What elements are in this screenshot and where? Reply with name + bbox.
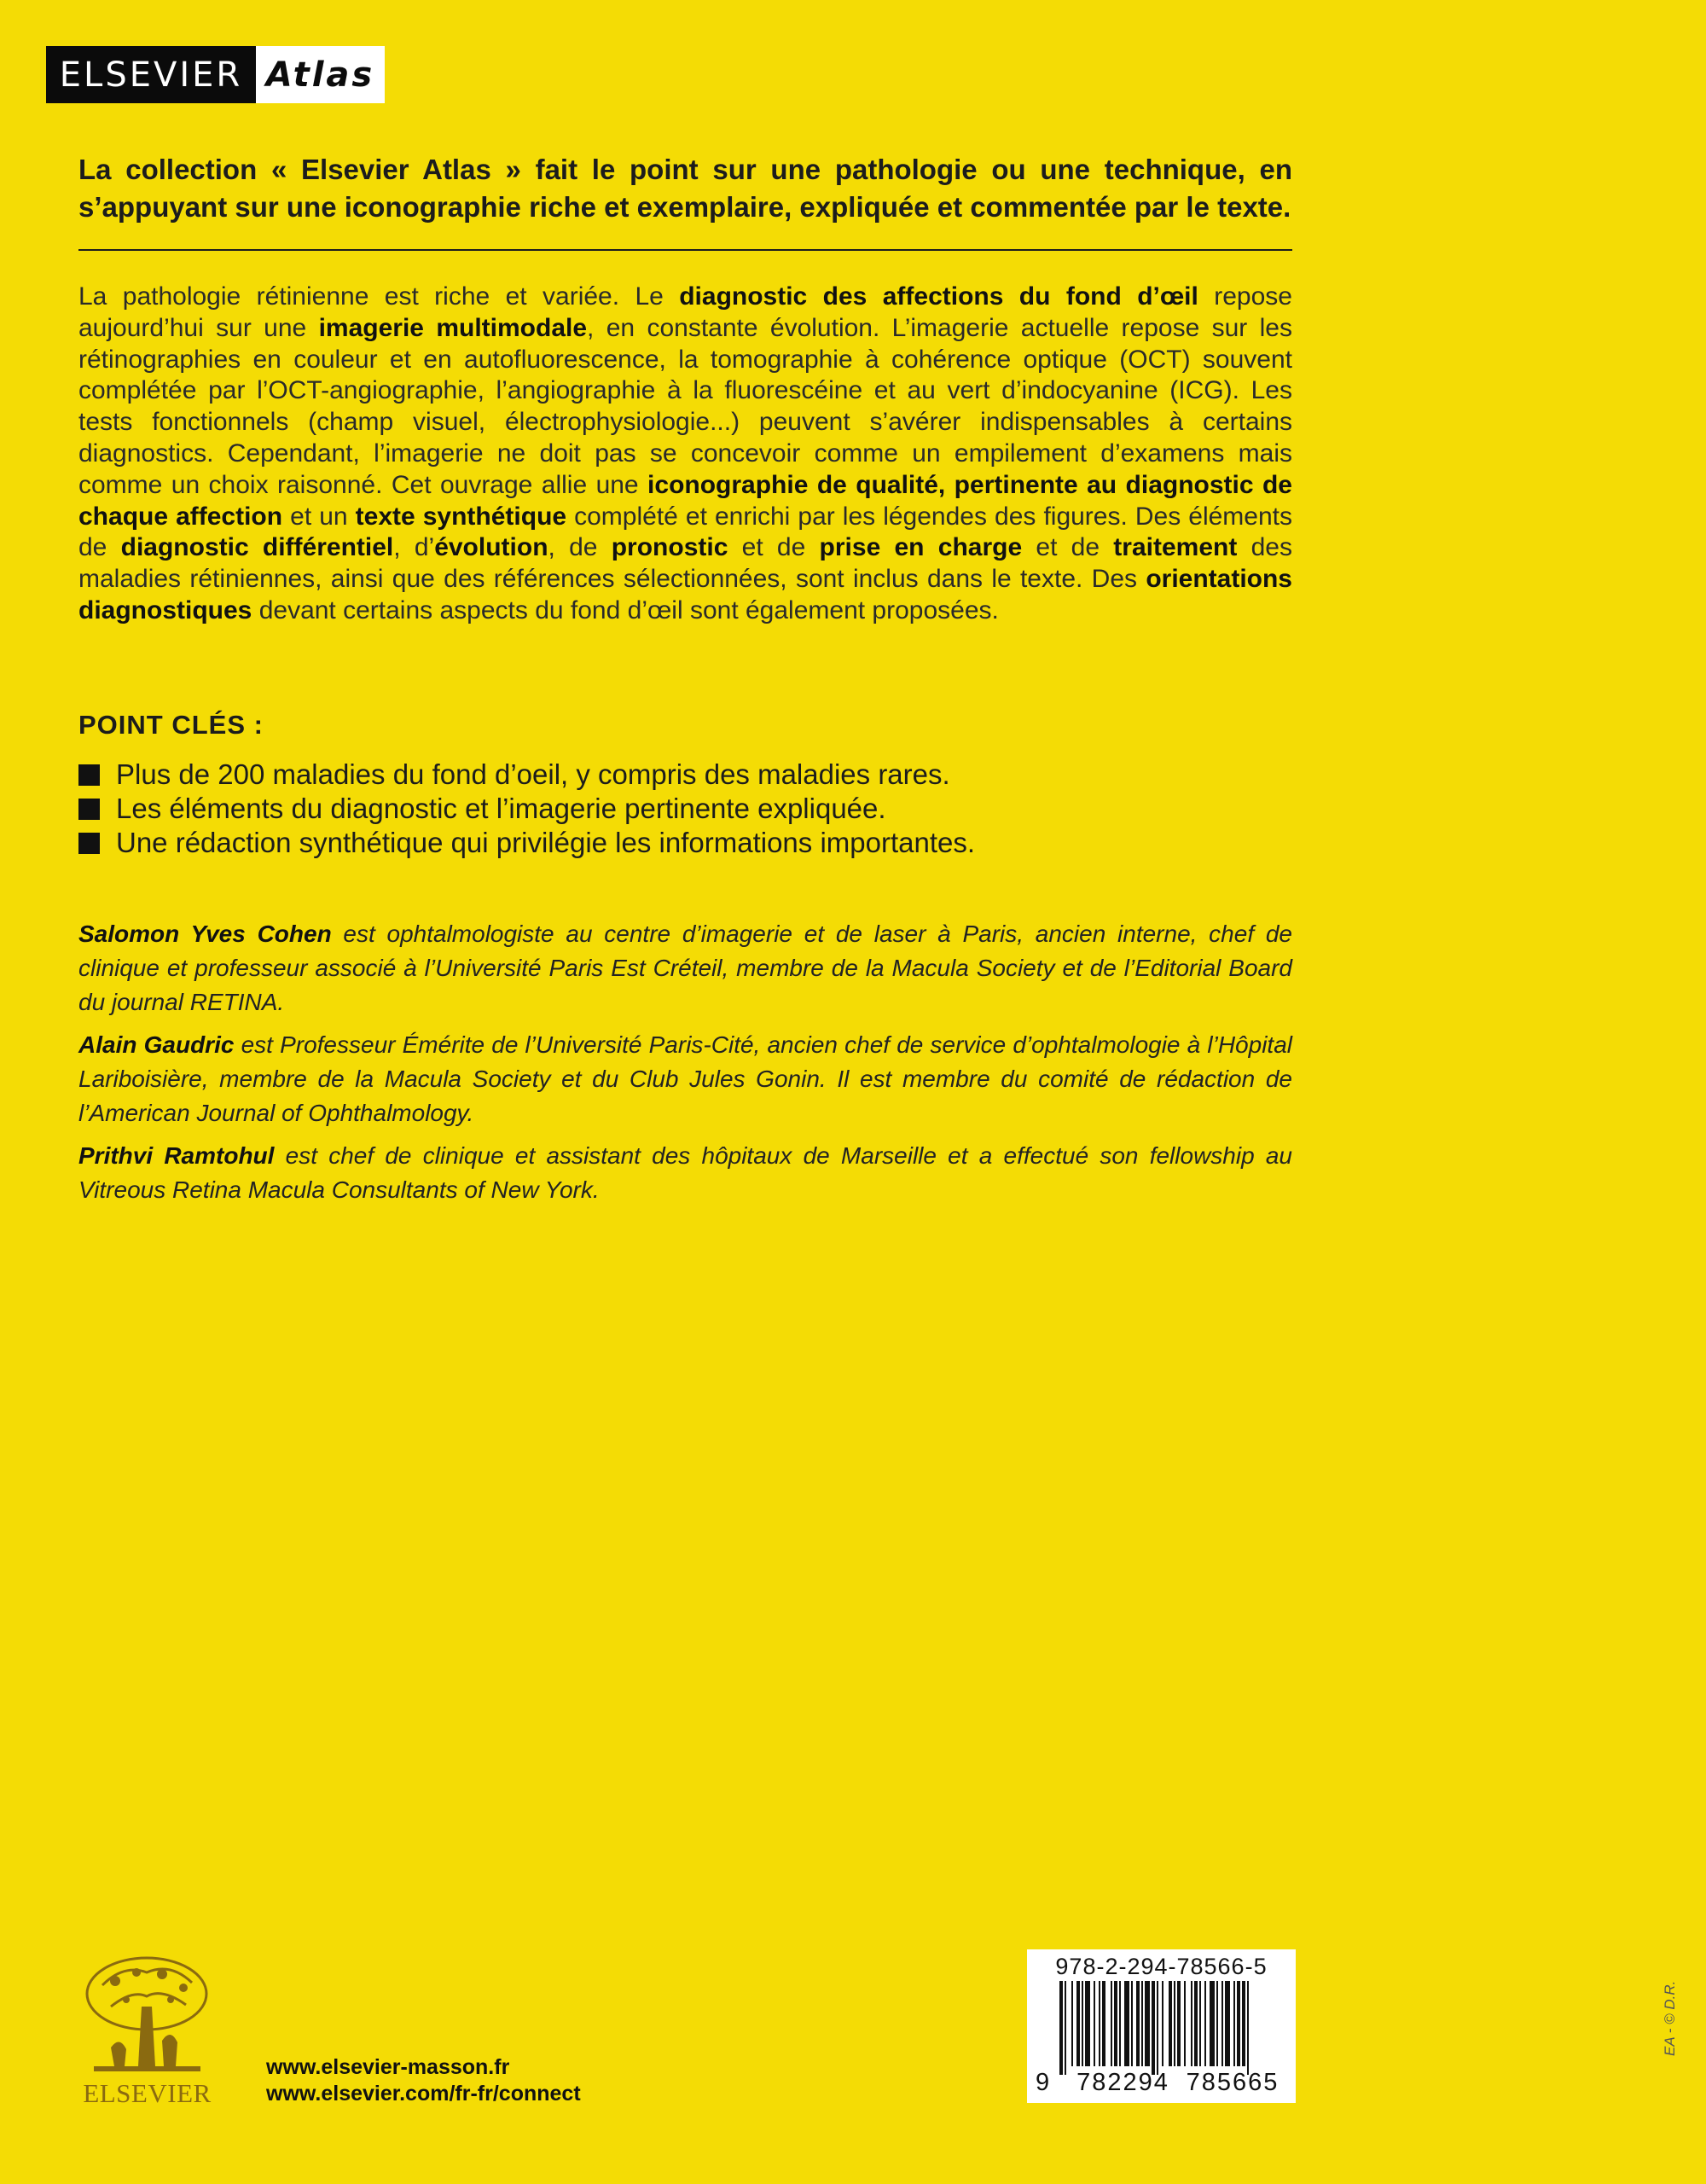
barcode-bar	[1099, 1981, 1100, 2066]
barcode-bar	[1194, 1981, 1198, 2066]
barcode-bar	[1071, 1981, 1073, 2066]
description-text: , en constante évolution. L’imagerie actuelle repose sur les rétinographies en couleur et en autofluorescence, la tomographie à cohérence optique (OCT) souvent complétée par l’OCT-angiographie, l’angiographie à la fluorescéine et au vert d’indocyanine (ICG). Les tests fonctionnels (champ visuel, électrophysiologie...) peuvent s’avérer indispensables à certains diagnostics. Cependant, l’imagerie ne doit pas se concevoir comme un empilement d’examens mais comme un choix raisonné. Cet ouvrage allie une	[78, 313, 1292, 499]
description-text: et de	[1022, 533, 1114, 562]
author-bio	[78, 917, 1292, 1019]
barcode-bar	[1111, 1981, 1112, 2066]
description-emphasis: évolution	[434, 533, 548, 562]
author-bio-text: est chef de clinique et assistant des hôpitaux de Marseille et a effectué son fellowship au Vitreous Retina Macula Consultants of New York.	[78, 1142, 1293, 1203]
barcode-bar	[1124, 1981, 1129, 2066]
barcode-bar	[1157, 1981, 1158, 2075]
description-emphasis: prise en charge	[819, 533, 1023, 562]
square-bullet-icon	[78, 799, 100, 820]
key-points-title: POINT CLÉS :	[78, 710, 264, 740]
description-emphasis: imagerie multimodale	[318, 313, 588, 342]
barcode-bar	[1191, 1981, 1192, 2066]
barcode-bar	[1059, 1981, 1063, 2075]
key-point-text: Une rédaction synthétique qui privilégie les informations importantes.	[116, 827, 976, 858]
description-text: repose aujourd’hui sur une	[78, 282, 1292, 342]
barcode-digits-left: 782294	[1076, 2069, 1169, 2096]
description-text: et un	[282, 502, 356, 531]
isbn-barcode	[1027, 1949, 1296, 2103]
isbn-number: 978-2-294-78566-5	[1055, 1954, 1268, 1979]
barcode-bar	[1225, 1981, 1230, 2066]
barcode-bar	[1119, 1981, 1121, 2066]
barcode-bar	[1199, 1981, 1201, 2066]
square-bullet-icon	[78, 833, 100, 854]
description-emphasis: traitement	[1113, 533, 1238, 562]
author-bio	[78, 1028, 1292, 1130]
barcode-bar	[1131, 1981, 1133, 2066]
photo-credit: EA - © D.R.	[1662, 1980, 1678, 2056]
barcode-bar	[1184, 1981, 1186, 2066]
barcode-bar	[1152, 1981, 1155, 2075]
description-emphasis: diagnostic des affections du fond d’œil	[679, 282, 1198, 311]
key-point-item	[78, 758, 1292, 792]
barcode-bar	[1085, 1981, 1090, 2066]
barcode-bar	[1082, 1981, 1083, 2066]
barcode-bar	[1136, 1981, 1140, 2066]
barcode-bar	[1102, 1981, 1105, 2066]
barcode-bar	[1204, 1981, 1206, 2066]
key-points-list	[78, 758, 1292, 860]
barcode-bar	[1145, 1981, 1150, 2066]
description-emphasis: diagnostic différentiel	[120, 533, 394, 562]
barcode-bar	[1141, 1981, 1143, 2066]
book-description	[78, 282, 1292, 627]
key-point-item	[78, 792, 1292, 826]
author-name: Alain Gaudric	[78, 1031, 235, 1058]
key-point-text: Plus de 200 maladies du fond d’oeil, y compris des maladies rares.	[116, 758, 950, 790]
publisher-urls	[266, 2054, 581, 2107]
description-text: des maladies rétiniennes, ainsi que des références sélectionnées, sont inclus dans le texte. Des	[78, 533, 1292, 594]
barcode-bar	[1114, 1981, 1117, 2066]
barcode-bar	[1221, 1981, 1223, 2066]
description-emphasis: texte synthétique	[355, 502, 567, 531]
barcode-bar	[1174, 1981, 1175, 2066]
barcode-bar	[1237, 1981, 1240, 2066]
barcode-bar	[1076, 1981, 1080, 2066]
author-name: Salomon Yves Cohen	[78, 921, 332, 947]
key-point-item	[78, 826, 1292, 860]
barcode-bar	[1065, 1981, 1066, 2075]
brand-collection: Atlas	[256, 46, 385, 103]
description-text: devant certains aspects du fond d’œil sont également proposées.	[252, 595, 999, 624]
elsevier-atlas-brand	[46, 46, 385, 103]
author-bio-text: est ophtalmologiste au centre d’imagerie et de laser à Paris, ancien interne, chef de clinique et professeur associé à l’Université Paris Est Créteil, membre de la Macula Society et de l’Editorial Board du journal RETINA.	[78, 921, 1292, 1015]
barcode-bar	[1177, 1981, 1181, 2066]
barcode-bar	[1162, 1981, 1163, 2066]
elsevier-wordmark: ELSEVIER	[83, 2078, 212, 2108]
barcode-bar	[1242, 1981, 1245, 2066]
brand-publisher: ELSEVIER	[46, 46, 256, 103]
description-text: et de	[728, 533, 820, 562]
author-bios	[78, 917, 1292, 1216]
description-emphasis: pronostic	[611, 533, 728, 562]
barcode-bar	[1247, 1981, 1249, 2075]
url-link[interactable]: www.elsevier-masson.fr	[266, 2055, 510, 2079]
barcode-bar	[1094, 1981, 1095, 2066]
barcode-bar	[1210, 1981, 1215, 2066]
key-point-text: Les éléments du diagnostic et l’imagerie pertinente expliquée.	[116, 793, 886, 824]
barcode-bar	[1169, 1981, 1172, 2066]
description-text: , d’	[393, 533, 435, 562]
barcode-digits-right: 785665	[1186, 2069, 1280, 2096]
description-text: La pathologie rétinienne est riche et variée. Le	[78, 282, 680, 311]
divider	[78, 249, 1292, 251]
description-text: , de	[548, 533, 612, 562]
barcode-bar	[1233, 1981, 1235, 2066]
author-bio-text: est Professeur Émérite de l’Université Paris-Cité, ancien chef de service d’ophtalmologie à l’Hôpital Lariboisière, membre de la Macula Society et du Club Jules Gonin. Il est membre du comité de rédaction de l’American Journal of Ophthalmology.	[78, 1031, 1292, 1126]
author-bio	[78, 1139, 1292, 1207]
square-bullet-icon	[78, 764, 100, 786]
barcode-digit-first: 9	[1036, 2069, 1050, 2096]
barcode-bar	[1216, 1981, 1218, 2066]
description-emphasis: iconographie de qualité, pertinente au diagnostic de chaque affection	[78, 470, 1292, 531]
url-link[interactable]: www.elsevier.com/fr-fr/connect	[266, 2082, 581, 2106]
description-text: complété et enrichi par les légendes des figures. Des éléments de	[78, 502, 1292, 562]
barcode-bars	[1059, 1981, 1290, 2075]
description-emphasis: orientations diagnostiques	[78, 565, 1292, 624]
author-name: Prithvi Ramtohul	[78, 1142, 275, 1169]
collection-intro: La collection « Elsevier Atlas » fait le point sur une pathologie ou une technique, en s’appuyant sur une iconographie riche et exemplaire, expliquée et commentée par le texte.	[78, 154, 1292, 223]
